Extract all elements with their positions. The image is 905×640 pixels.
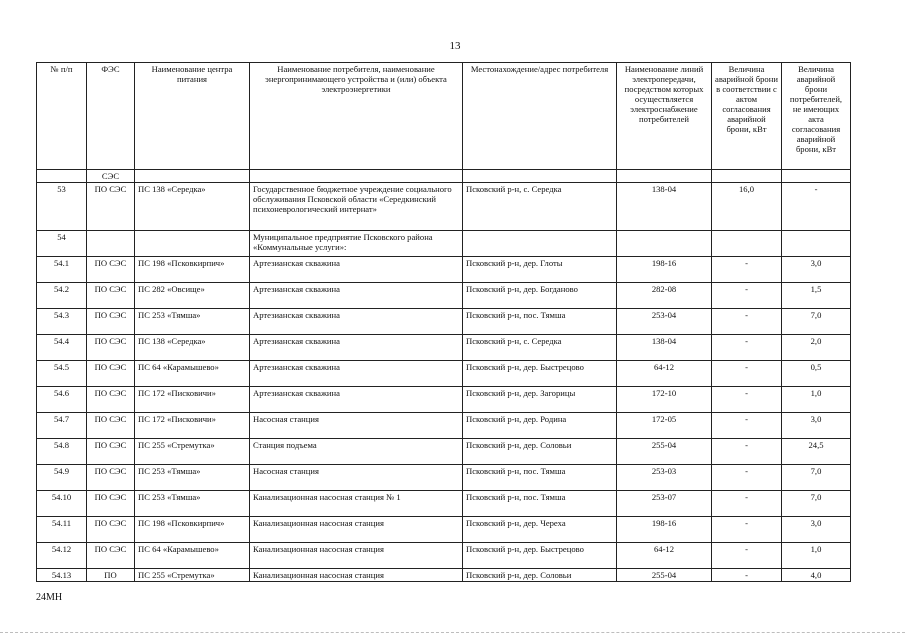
row-consumer: Канализационная насосная станция <box>250 517 463 543</box>
row-reserve-with-act: - <box>712 309 782 335</box>
row-fes: ПО СЭС <box>87 517 135 543</box>
row-reserve-without-act: 2,0 <box>782 335 851 361</box>
row-reserve-with-act: - <box>712 569 782 582</box>
row-power-center: ПС 253 «Тямша» <box>135 309 250 335</box>
table-row <box>37 283 851 309</box>
table-row <box>37 387 851 413</box>
header-fes: ФЭС <box>87 63 135 170</box>
row-consumer: Муниципальное предприятие Псковского района «Коммунальные услуги»: <box>250 231 463 257</box>
row-address <box>463 170 617 183</box>
row-power-center: ПС 172 «Писковичи» <box>135 413 250 439</box>
row-reserve-without-act: 1,0 <box>782 387 851 413</box>
header-power-center: Наименование центра питания <box>135 63 250 170</box>
row-consumer: Артезианская скважина <box>250 361 463 387</box>
row-power-line: 253-04 <box>617 309 712 335</box>
row-address: Псковский р-н, с. Середка <box>463 183 617 231</box>
row-fes: ПО СЭС <box>87 491 135 517</box>
footer-code: 24MH <box>36 592 63 603</box>
row-reserve-with-act <box>712 170 782 183</box>
header-address: Местонахождение/адрес потребителя <box>463 63 617 170</box>
header-reserve-without-act: Величина аварийной брони потребителей, не имеющих акта согласования аварийной брони, кВт <box>782 63 851 170</box>
row-address: Псковский р-н, дер. Череха <box>463 517 617 543</box>
row-reserve-with-act: - <box>712 413 782 439</box>
row-fes: ПО СЭС <box>87 543 135 569</box>
row-power-line: 64-12 <box>617 543 712 569</box>
row-power-center: ПС 253 «Тямша» <box>135 465 250 491</box>
row-fes: ПО СЭС <box>87 413 135 439</box>
row-reserve-with-act: - <box>712 361 782 387</box>
row-reserve-without-act: 24,5 <box>782 439 851 465</box>
table-row <box>37 361 851 387</box>
row-address: Псковский р-н, дер. Загорицы <box>463 387 617 413</box>
row-num: 54.11 <box>37 517 87 543</box>
row-reserve-without-act: 7,0 <box>782 465 851 491</box>
row-power-center: ПС 253 «Тямша» <box>135 491 250 517</box>
header-consumer: Наименование потребителя, наименование энергопринимающего устройства и (или) объекта электроэнергетики <box>250 63 463 170</box>
row-reserve-without-act: 3,0 <box>782 517 851 543</box>
row-reserve-with-act: - <box>712 517 782 543</box>
table-row <box>37 257 851 283</box>
row-power-line: 138-04 <box>617 183 712 231</box>
row-reserve-with-act: - <box>712 283 782 309</box>
row-address: Псковский р-н, с. Середка <box>463 335 617 361</box>
row-consumer: Государственное бюджетное учреждение социального обслуживания Псковской области «Середкинский психоневрологический интернат» <box>250 183 463 231</box>
row-power-center: ПС 138 «Середка» <box>135 183 250 231</box>
row-consumer: Артезианская скважина <box>250 283 463 309</box>
row-consumer: Станция подъема <box>250 439 463 465</box>
row-reserve-with-act: - <box>712 257 782 283</box>
row-reserve-without-act: 7,0 <box>782 309 851 335</box>
table-row <box>37 413 851 439</box>
row-fes: ПО СЭС <box>87 387 135 413</box>
row-power-center: ПС 64 «Карамышево» <box>135 361 250 387</box>
table-row <box>37 569 851 582</box>
row-fes: ПО СЭС <box>87 283 135 309</box>
row-consumer: Канализационная насосная станция <box>250 543 463 569</box>
header-reserve-with-act: Величина аварийной брони в соответствии с актом согласования аварийной брони, кВт <box>712 63 782 170</box>
row-reserve-without-act: 4,0 <box>782 569 851 582</box>
row-fes: ПО СЭС <box>87 257 135 283</box>
row-reserve-without-act <box>782 170 851 183</box>
row-reserve-without-act: 1,5 <box>782 283 851 309</box>
row-consumer: Артезианская скважина <box>250 309 463 335</box>
row-power-center: ПС 198 «Псковкирпич» <box>135 517 250 543</box>
table-row <box>37 170 851 183</box>
row-power-center: ПС 172 «Писковичи» <box>135 387 250 413</box>
scan-edge-line <box>0 632 905 633</box>
row-consumer: Канализационная насосная станция <box>250 569 463 582</box>
row-power-line: 282-08 <box>617 283 712 309</box>
row-num: 54.8 <box>37 439 87 465</box>
row-fes: ПО СЭС <box>87 335 135 361</box>
row-power-line: 172-10 <box>617 387 712 413</box>
table-row <box>37 183 851 231</box>
row-power-line <box>617 231 712 257</box>
row-address: Псковский р-н, дер. Соловьи <box>463 569 617 582</box>
row-address: Псковский р-н, дер. Соловьи <box>463 439 617 465</box>
row-num: 53 <box>37 183 87 231</box>
row-num: 54.5 <box>37 361 87 387</box>
row-power-center: ПС 282 «Овсище» <box>135 283 250 309</box>
row-reserve-without-act: 1,0 <box>782 543 851 569</box>
row-reserve-with-act: 16,0 <box>712 183 782 231</box>
row-power-center: ПС 255 «Стремутка» <box>135 439 250 465</box>
row-consumer: Артезианская скважина <box>250 257 463 283</box>
row-reserve-without-act: 3,0 <box>782 257 851 283</box>
row-power-line: 198-16 <box>617 517 712 543</box>
table-row <box>37 309 851 335</box>
row-reserve-with-act: - <box>712 387 782 413</box>
row-address: Псковский р-н, дер. Быстрецово <box>463 361 617 387</box>
row-num: 54.7 <box>37 413 87 439</box>
row-fes: ПО СЭС <box>87 361 135 387</box>
row-power-center: ПС 64 «Карамышево» <box>135 543 250 569</box>
row-fes <box>87 231 135 257</box>
row-num: 54.6 <box>37 387 87 413</box>
row-reserve-with-act: - <box>712 439 782 465</box>
row-power-line: 64-12 <box>617 361 712 387</box>
page-number: 13 <box>449 40 461 52</box>
table-header <box>37 63 851 170</box>
row-num: 54.4 <box>37 335 87 361</box>
table-row <box>37 543 851 569</box>
row-address: Псковский р-н, дер. Родина <box>463 413 617 439</box>
row-fes: ПО <box>87 569 135 582</box>
table-row <box>37 231 851 257</box>
row-address: Псковский р-н, дер. Богданово <box>463 283 617 309</box>
row-power-line: 172-05 <box>617 413 712 439</box>
row-num: 54.10 <box>37 491 87 517</box>
row-power-center: ПС 198 «Псковкирпич» <box>135 257 250 283</box>
row-power-line: 138-04 <box>617 335 712 361</box>
row-power-center <box>135 170 250 183</box>
row-consumer: Артезианская скважина <box>250 387 463 413</box>
row-num: 54.13 <box>37 569 87 582</box>
row-reserve-without-act <box>782 231 851 257</box>
table-row <box>37 439 851 465</box>
row-reserve-with-act: - <box>712 543 782 569</box>
table-row <box>37 517 851 543</box>
row-fes: СЭС <box>87 170 135 183</box>
row-num: 54.3 <box>37 309 87 335</box>
emergency-reserve-table <box>36 62 851 582</box>
row-consumer: Канализационная насосная станция № 1 <box>250 491 463 517</box>
row-reserve-without-act: - <box>782 183 851 231</box>
row-fes: ПО СЭС <box>87 465 135 491</box>
row-consumer: Насосная станция <box>250 465 463 491</box>
table-row <box>37 491 851 517</box>
row-num <box>37 170 87 183</box>
row-consumer: Артезианская скважина <box>250 335 463 361</box>
row-address: Псковский р-н, дер. Быстрецово <box>463 543 617 569</box>
row-power-line: 255-04 <box>617 439 712 465</box>
row-reserve-without-act: 7,0 <box>782 491 851 517</box>
row-power-center <box>135 231 250 257</box>
row-reserve-without-act: 0,5 <box>782 361 851 387</box>
table-row <box>37 335 851 361</box>
row-power-center: ПС 138 «Середка» <box>135 335 250 361</box>
row-num: 54.1 <box>37 257 87 283</box>
row-address: Псковский р-н, пос. Тямша <box>463 491 617 517</box>
row-consumer: Насосная станция <box>250 413 463 439</box>
table-body <box>37 170 851 582</box>
row-fes: ПО СЭС <box>87 309 135 335</box>
row-reserve-with-act: - <box>712 491 782 517</box>
row-num: 54.9 <box>37 465 87 491</box>
row-power-line: 253-03 <box>617 465 712 491</box>
row-fes: ПО СЭС <box>87 183 135 231</box>
row-num: 54.2 <box>37 283 87 309</box>
row-power-center: ПС 255 «Стремутка» <box>135 569 250 582</box>
row-power-line: 253-07 <box>617 491 712 517</box>
row-reserve-with-act <box>712 231 782 257</box>
row-reserve-without-act: 3,0 <box>782 413 851 439</box>
header-num: № п/п <box>37 63 87 170</box>
row-address: Псковский р-н, пос. Тямша <box>463 309 617 335</box>
row-fes: ПО СЭС <box>87 439 135 465</box>
row-address <box>463 231 617 257</box>
row-reserve-with-act: - <box>712 335 782 361</box>
row-reserve-with-act: - <box>712 465 782 491</box>
row-num: 54 <box>37 231 87 257</box>
table-row <box>37 465 851 491</box>
row-num: 54.12 <box>37 543 87 569</box>
header-power-line: Наименование линий электропередачи, посредством которых осуществляется электроснабжение потребителей <box>617 63 712 170</box>
row-power-line <box>617 170 712 183</box>
row-power-line: 198-16 <box>617 257 712 283</box>
row-address: Псковский р-н, пос. Тямша <box>463 465 617 491</box>
row-consumer <box>250 170 463 183</box>
row-power-line: 255-04 <box>617 569 712 582</box>
row-address: Псковский р-н, дер. Глоты <box>463 257 617 283</box>
